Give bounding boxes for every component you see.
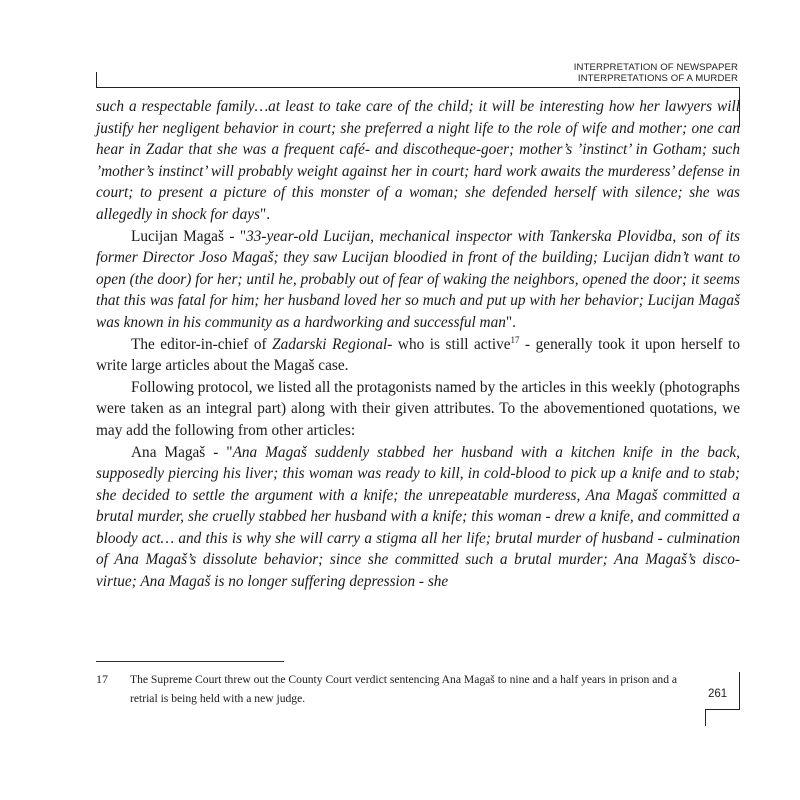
footnote-reference[interactable]: 17 [510, 334, 520, 345]
paragraph-5: Ana Magaš - "Ana Magaš suddenly stabbed her husband with a kitchen knife in the back, supposedly piercing his liver; this woman was ready to kill, in cold-blood to pick up a knife and to stab; she decided to settle the argument with a knife; the unrepeatable murderess, Ana Magaš committed a brutal murder, she cruelly stabbed her husband with a knife; this woman - drew a knife, and committed a bloody act… and this is why she will carry a stigma all her life; brutal murder of husband - culmination of Ana Magaš’s dissolute behavior; since she committed such a brutal murder; Ana Magaš’s disco-virtue; Ana Magaš is no longer suffering depression - she [96, 443, 740, 591]
footnote-separator [96, 661, 284, 662]
running-header-line-1: INTERPRETATION OF NEWSPAPER [573, 62, 738, 73]
quote-1: such a respectable family…at least to take care of the child; it will be interesting how her lawyers will justify her negligent behavior in court; she preferred a night life to the role of wife and mother; one can hear in Zadar that she was a frequent café- and discotheque-goer; mother’s ’instinct’ in Gotham; such ’mother’s instinct’ will probably weight against her in court; hard work awaits the murderess’ defense in court; to present a picture of this monster of a woman; she defended herself with silence; she was allegedly in shock for days [96, 98, 740, 223]
publication-title: Zadarski Regional [272, 335, 388, 353]
paragraph-3: The editor-in-chief of Zadarski Regional- who is still active$^{17}$ - generally took it upon herself to write large articles about the Magaš case. [96, 334, 740, 375]
running-header-line-2: INTERPRETATIONS OF A MURDER [577, 73, 738, 84]
header-rule [96, 87, 740, 88]
footnote [96, 670, 686, 708]
page-number-rule-tick [705, 709, 706, 726]
footnote-number: 17 [96, 672, 108, 686]
main-text [96, 96, 740, 593]
header-rule-left [96, 72, 97, 88]
paragraph-1: such a respectable family…at least to take care of the child; it will be interesting how her lawyers will justify her negligent behavior in court; she preferred a night life to the role of wife and mother; one can hear in Zadar that she was a frequent café- and discotheque-goer; mother’s ’instinct’ in Gotham; such ’mother’s instinct’ will probably weight against her in court; hard work awaits the murderess’ defense in court; to present a picture of this monster of a woman; she defended herself with silence; she was allegedly in shock for days". [96, 98, 740, 223]
footnote-text: The Supreme Court threw out the County Court verdict sentencing Ana Magaš to nine and a half years in prison and a retrial is being held with a new judge. [130, 673, 678, 705]
running-header [574, 62, 738, 84]
paragraph-2: Lucijan Magaš - "33-year-old Lucijan, mechanical inspector with Tankerska Plovidba, son of its former Director Joso Magaš; they saw Lucijan bloodied in front of the building; Lucijan didn’t want to open (the door) for her; until he, probably out of fear of waking the neighbors, opened the door; it seems that this was fatal for him; her husband loved her so much and put up with her behavior; Lucijan Magaš was known in his community as a hardworking and successful man". [96, 227, 741, 331]
page-number-rule [705, 709, 740, 710]
quote-2: 33-year-old Lucijan, mechanical inspector with Tankerska Plovidba, son of its former Director Joso Magaš; they saw Lucijan bloodied in front of the building; Lucijan didn’t want to open (the door) for her; until he, probably out of fear of waking the neighbors, opened the door; it seems that this was fatal for him; her husband loved her so much and put up with her behavior; Lucijan Magaš was known in his community as a hardworking and successful man [96, 227, 741, 331]
paragraph-4: Following protocol, we listed all the protagonists named by the articles in this weekly (photographs were taken as an integral part) along with their given attributes. To the abovementioned quotations, we may add the following from other articles: [96, 378, 740, 439]
page-number: 261 [708, 688, 728, 700]
quote-5: Ana Magaš suddenly stabbed her husband with a kitchen knife in the back, supposedly piercing his liver; this woman was ready to kill, in cold-blood to pick up a knife and to stab; she decided to settle the argument with a knife; the unrepeatable murderess, Ana Magaš committed a brutal murder, she cruelly stabbed her husband with a knife; this woman - drew a knife, and committed a bloody act… and this is why she will carry a stigma all her life; brutal murder of husband - culmination of Ana Magaš’s dissolute behavior; since she committed such a brutal murder; Ana Magaš’s disco-virtue; Ana Magaš is no longer suffering depression - she [96, 443, 740, 591]
page-number-rule-vertical [739, 672, 740, 710]
